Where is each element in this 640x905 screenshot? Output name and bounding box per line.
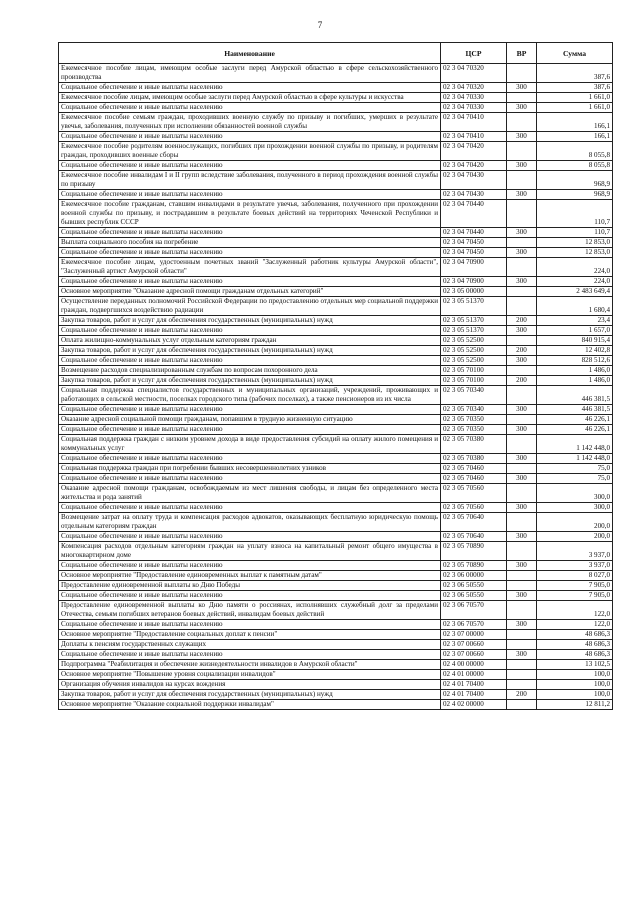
row-vr-cell: 300 [507, 503, 537, 513]
row-name-cell: Закупка товаров, работ и услуг для обеспечения государственных (муниципальных) нужд [59, 376, 441, 386]
row-vr-cell [507, 571, 537, 581]
table-row [59, 680, 613, 690]
header-vr: ВР [507, 43, 537, 64]
row-name-cell: Социальное обеспечение и иные выплаты населению [59, 561, 441, 571]
table-row [59, 474, 613, 484]
row-sum-cell: 1 661,0 [537, 103, 613, 113]
row-name-cell: Закупка товаров, работ и услуг для обеспечения государственных (муниципальных) нужд [59, 690, 441, 700]
row-sum-cell: 446 381,5 [537, 386, 613, 405]
row-name-cell: Основное мероприятие "Повышение уровня социализации инвалидов" [59, 670, 441, 680]
row-csr-cell: 02 3 04 70440 [441, 228, 507, 238]
row-sum-cell: 12 811,2 [537, 700, 613, 710]
row-csr-cell: 02 3 05 70560 [441, 484, 507, 503]
table-row [59, 620, 613, 630]
row-vr-cell: 200 [507, 346, 537, 356]
table-row [59, 83, 613, 93]
table-row [59, 336, 613, 346]
row-vr-cell [507, 700, 537, 710]
row-vr-cell [507, 64, 537, 83]
row-name-cell: Социальное обеспечение и иные выплаты населению [59, 650, 441, 660]
row-name-cell: Оказание адресной помощи гражданам, освобождаемым из мест лишения свободы, и лицам без определенного места жительства и рода занятий [59, 484, 441, 503]
table-row [59, 464, 613, 474]
table-row [59, 103, 613, 113]
table-row [59, 142, 613, 161]
row-vr-cell [507, 287, 537, 297]
row-vr-cell: 300 [507, 591, 537, 601]
row-name-cell: Социальное обеспечение и иные выплаты населению [59, 161, 441, 171]
row-sum-cell: 3 937,0 [537, 542, 613, 561]
table-row [59, 113, 613, 132]
row-vr-cell [507, 464, 537, 474]
table-row [59, 93, 613, 103]
row-vr-cell [507, 113, 537, 132]
row-csr-cell: 02 3 06 70570 [441, 601, 507, 620]
table-row [59, 171, 613, 190]
row-name-cell: Доплаты к пенсиям государственных служащих [59, 640, 441, 650]
row-name-cell: Предоставление единовременной выплаты ко Дню Победы [59, 581, 441, 591]
row-csr-cell: 02 3 04 70900 [441, 258, 507, 277]
header-sum: Сумма [537, 43, 613, 64]
row-sum-cell: 122,0 [537, 601, 613, 620]
row-vr-cell: 300 [507, 228, 537, 238]
row-csr-cell: 02 3 06 50550 [441, 591, 507, 601]
row-csr-cell: 02 3 05 70100 [441, 366, 507, 376]
row-csr-cell: 02 3 05 51370 [441, 316, 507, 326]
table-row [59, 542, 613, 561]
row-sum-cell: 3 937,0 [537, 561, 613, 571]
row-csr-cell: 02 3 07 00660 [441, 650, 507, 660]
row-name-cell: Закупка товаров, работ и услуг для обеспечения государственных (муниципальных) нужд [59, 316, 441, 326]
row-name-cell: Закупка товаров, работ и услуг для обеспечения государственных (муниципальных) нужд [59, 346, 441, 356]
row-csr-cell: 02 3 04 70430 [441, 171, 507, 190]
row-name-cell: Основное мероприятие "Предоставление единовременных выплат к памятным датам" [59, 571, 441, 581]
table-row [59, 287, 613, 297]
row-vr-cell [507, 513, 537, 532]
row-sum-cell: 8 055,8 [537, 161, 613, 171]
table-row [59, 277, 613, 287]
row-name-cell: Выплата социального пособия на погребение [59, 238, 441, 248]
row-csr-cell: 02 3 04 70330 [441, 93, 507, 103]
row-name-cell: Социальное обеспечение и иные выплаты населению [59, 620, 441, 630]
row-vr-cell [507, 171, 537, 190]
row-sum-cell: 968,9 [537, 171, 613, 190]
row-sum-cell: 100,0 [537, 690, 613, 700]
row-csr-cell: 02 3 04 70330 [441, 103, 507, 113]
row-sum-cell: 12 853,0 [537, 248, 613, 258]
row-csr-cell: 02 3 05 70640 [441, 532, 507, 542]
row-name-cell: Социальное обеспечение и иные выплаты населению [59, 356, 441, 366]
row-csr-cell: 02 3 05 70640 [441, 513, 507, 532]
row-name-cell: Ежемесячное пособие родителям военнослужащих, погибших при прохождении военной службы по призыву, и родителям граждан, проходивших военные сборы [59, 142, 441, 161]
table-row [59, 513, 613, 532]
row-vr-cell: 300 [507, 190, 537, 200]
row-csr-cell: 02 3 05 70460 [441, 464, 507, 474]
row-sum-cell: 75,0 [537, 464, 613, 474]
table-row [59, 660, 613, 670]
row-csr-cell: 02 3 05 70340 [441, 405, 507, 415]
row-sum-cell: 828 512,6 [537, 356, 613, 366]
row-vr-cell [507, 670, 537, 680]
row-vr-cell: 300 [507, 405, 537, 415]
row-name-cell: Социальное обеспечение и иные выплаты населению [59, 228, 441, 238]
row-name-cell: Социальное обеспечение и иные выплаты населению [59, 425, 441, 435]
row-vr-cell [507, 542, 537, 561]
row-vr-cell [507, 142, 537, 161]
row-sum-cell: 840 915,4 [537, 336, 613, 346]
row-name-cell: Социальное обеспечение и иные выплаты населению [59, 103, 441, 113]
row-sum-cell: 8 055,8 [537, 142, 613, 161]
row-csr-cell: 02 3 05 00000 [441, 287, 507, 297]
table-row [59, 248, 613, 258]
page-number: 7 [317, 20, 323, 30]
row-csr-cell: 02 3 04 70420 [441, 142, 507, 161]
row-sum-cell: 200,0 [537, 513, 613, 532]
row-vr-cell [507, 660, 537, 670]
table-row [59, 376, 613, 386]
row-csr-cell: 02 3 06 70570 [441, 620, 507, 630]
row-vr-cell: 300 [507, 248, 537, 258]
row-name-cell: Предоставление единовременной выплаты ко Дню памяти о россиянах, исполнявших служебный долг за пределами Отечества, семьям погибших ветеранов боевых действий, инвалидам боевых действий [59, 601, 441, 620]
row-csr-cell: 02 3 04 70410 [441, 113, 507, 132]
row-name-cell: Осуществление переданных полномочий Российской Федерации по предоставлению отдельных мер социальной поддержки граждан, подвергшихся воздействию радиации [59, 297, 441, 316]
row-vr-cell [507, 366, 537, 376]
row-csr-cell: 02 3 07 00660 [441, 640, 507, 650]
row-sum-cell: 1 661,0 [537, 93, 613, 103]
row-sum-cell: 8 027,0 [537, 571, 613, 581]
table-row [59, 690, 613, 700]
row-sum-cell: 48 686,3 [537, 650, 613, 660]
table-row [59, 532, 613, 542]
row-vr-cell [507, 601, 537, 620]
table-row [59, 132, 613, 142]
row-name-cell: Оплата жилищно-коммунальных услуг отдельным категориям граждан [59, 336, 441, 346]
table-row [59, 238, 613, 248]
row-sum-cell: 166,1 [537, 132, 613, 142]
row-sum-cell: 100,0 [537, 680, 613, 690]
table-row [59, 571, 613, 581]
table-row [59, 601, 613, 620]
row-sum-cell: 1 657,0 [537, 326, 613, 336]
row-sum-cell: 7 905,0 [537, 581, 613, 591]
row-name-cell: Основное мероприятие "Оказание социальной поддержки инвалидам" [59, 700, 441, 710]
row-csr-cell: 02 3 05 52500 [441, 336, 507, 346]
row-csr-cell: 02 3 05 70890 [441, 542, 507, 561]
table-row [59, 484, 613, 503]
table-row [59, 415, 613, 425]
row-vr-cell: 300 [507, 326, 537, 336]
row-name-cell: Социальное обеспечение и иные выплаты населению [59, 326, 441, 336]
table-row [59, 435, 613, 454]
row-csr-cell: 02 3 06 00000 [441, 571, 507, 581]
row-vr-cell [507, 640, 537, 650]
row-vr-cell [507, 630, 537, 640]
row-name-cell: Ежемесячное пособие лицам, имеющим особые заслуги перед Амурской областью в сфере культуры и искусства [59, 93, 441, 103]
row-name-cell: Социальная поддержка специалистов государственных и муниципальных организаций, учреждений, проживающих и работающих в сельской местности, поселках городского типа (рабочих поселках), а также пенсионеров из их числа [59, 386, 441, 405]
row-sum-cell: 1 486,0 [537, 366, 613, 376]
row-name-cell: Подпрограмма "Реабилитация и обеспечение жизнедеятельности инвалидов в Амурской области" [59, 660, 441, 670]
row-csr-cell: 02 4 00 00000 [441, 660, 507, 670]
row-csr-cell: 02 4 01 70400 [441, 680, 507, 690]
row-vr-cell: 300 [507, 132, 537, 142]
row-vr-cell: 200 [507, 376, 537, 386]
row-sum-cell: 48 686,3 [537, 640, 613, 650]
row-name-cell: Социальное обеспечение и иные выплаты населению [59, 591, 441, 601]
row-sum-cell: 100,0 [537, 670, 613, 680]
row-vr-cell [507, 336, 537, 346]
row-csr-cell: 02 3 04 70320 [441, 83, 507, 93]
row-vr-cell [507, 435, 537, 454]
row-csr-cell: 02 3 04 70450 [441, 238, 507, 248]
row-vr-cell [507, 297, 537, 316]
row-csr-cell: 02 4 02 00000 [441, 700, 507, 710]
row-vr-cell [507, 680, 537, 690]
row-vr-cell: 300 [507, 356, 537, 366]
row-csr-cell: 02 3 05 70350 [441, 415, 507, 425]
table-row [59, 326, 613, 336]
row-sum-cell: 12 853,0 [537, 238, 613, 248]
row-vr-cell [507, 200, 537, 228]
row-name-cell: Основное мероприятие "Предоставление социальных доплат к пенсии" [59, 630, 441, 640]
row-name-cell: Оказание адресной социальной помощи гражданам, попавшим в трудную жизненную ситуацию [59, 415, 441, 425]
table-row [59, 561, 613, 571]
row-vr-cell: 300 [507, 454, 537, 464]
row-sum-cell: 387,6 [537, 83, 613, 93]
row-name-cell: Социальное обеспечение и иные выплаты населению [59, 503, 441, 513]
row-sum-cell: 75,0 [537, 474, 613, 484]
row-vr-cell: 200 [507, 316, 537, 326]
row-csr-cell: 02 3 04 70450 [441, 248, 507, 258]
row-sum-cell: 300,0 [537, 484, 613, 503]
row-csr-cell: 02 3 07 00000 [441, 630, 507, 640]
row-vr-cell: 300 [507, 561, 537, 571]
table-row [59, 366, 613, 376]
row-csr-cell: 02 3 05 70100 [441, 376, 507, 386]
row-sum-cell: 200,0 [537, 532, 613, 542]
row-sum-cell: 1 680,4 [537, 297, 613, 316]
row-name-cell: Ежемесячное пособие лицам, удостоенным почетных званий "Заслуженный работник культуры Амурской области", "Заслуженный артист Амурской области" [59, 258, 441, 277]
row-vr-cell: 300 [507, 103, 537, 113]
row-name-cell: Ежемесячное пособие инвалидам I и II групп вследствие заболевания, полученного в период прохождения военной службы по призыву [59, 171, 441, 190]
row-name-cell: Ежемесячное пособие лицам, имеющим особые заслуги перед Амурской областью в сфере сельскохозяйственного производства [59, 64, 441, 83]
row-sum-cell: 46 226,1 [537, 425, 613, 435]
row-csr-cell: 02 3 05 70380 [441, 435, 507, 454]
row-sum-cell: 166,1 [537, 113, 613, 132]
row-vr-cell [507, 258, 537, 277]
row-sum-cell: 224,0 [537, 277, 613, 287]
row-csr-cell: 02 3 05 70380 [441, 454, 507, 464]
row-csr-cell: 02 3 05 51370 [441, 297, 507, 316]
row-vr-cell: 300 [507, 650, 537, 660]
table-body [59, 64, 613, 710]
table-row [59, 650, 613, 660]
row-csr-cell: 02 3 05 52500 [441, 356, 507, 366]
row-vr-cell [507, 93, 537, 103]
row-sum-cell: 12 402,8 [537, 346, 613, 356]
row-sum-cell: 2 483 649,4 [537, 287, 613, 297]
header-name: Наименование [59, 43, 441, 64]
row-csr-cell: 02 3 05 70460 [441, 474, 507, 484]
row-csr-cell: 02 4 01 00000 [441, 670, 507, 680]
row-vr-cell: 300 [507, 83, 537, 93]
row-name-cell: Основное мероприятие "Оказание адресной помощи гражданам отдельных категорий" [59, 287, 441, 297]
row-vr-cell: 300 [507, 425, 537, 435]
table-row [59, 386, 613, 405]
row-csr-cell: 02 3 05 52500 [441, 346, 507, 356]
row-vr-cell [507, 415, 537, 425]
table-row [59, 161, 613, 171]
row-csr-cell: 02 3 04 70430 [441, 190, 507, 200]
row-sum-cell: 1 142 448,0 [537, 435, 613, 454]
table-row [59, 405, 613, 415]
row-name-cell: Организация обучения инвалидов на курсах вождения [59, 680, 441, 690]
row-name-cell: Социальное обеспечение и иные выплаты населению [59, 454, 441, 464]
row-name-cell: Социальное обеспечение и иные выплаты населению [59, 405, 441, 415]
row-name-cell: Социальное обеспечение и иные выплаты населению [59, 474, 441, 484]
row-sum-cell: 300,0 [537, 503, 613, 513]
row-vr-cell: 300 [507, 474, 537, 484]
row-sum-cell: 1 142 448,0 [537, 454, 613, 464]
table-row [59, 64, 613, 83]
row-name-cell: Социальное обеспечение и иные выплаты населению [59, 190, 441, 200]
table-row [59, 700, 613, 710]
row-name-cell: Социальная поддержка граждан при погребении бывших несовершеннолетних узников [59, 464, 441, 474]
row-name-cell: Компенсация расходов отдельным категориям граждан на уплату взноса на капитальный ремонт общего имущества в многоквартирном доме [59, 542, 441, 561]
row-name-cell: Ежемесячное пособие семьям граждан, проходивших военную службу по призыву и погибших, умерших в результате увечья, заболевания, полученных при исполнении обязанностей военной службы [59, 113, 441, 132]
table-row [59, 316, 613, 326]
row-sum-cell: 387,6 [537, 64, 613, 83]
row-sum-cell: 224,0 [537, 258, 613, 277]
table-row [59, 228, 613, 238]
row-csr-cell: 02 3 05 70350 [441, 425, 507, 435]
table-row [59, 454, 613, 464]
row-csr-cell: 02 3 05 70560 [441, 503, 507, 513]
table-row [59, 425, 613, 435]
table-row [59, 297, 613, 316]
row-name-cell: Социальное обеспечение и иные выплаты населению [59, 248, 441, 258]
row-name-cell: Возмещение затрат на оплату труда и компенсация расходов адвокатов, оказывающих бесплатную юридическую помощь отдельным категориям граждан [59, 513, 441, 532]
table-row [59, 670, 613, 680]
table-row [59, 640, 613, 650]
row-vr-cell [507, 386, 537, 405]
row-csr-cell: 02 4 01 70400 [441, 690, 507, 700]
row-csr-cell: 02 3 05 70890 [441, 561, 507, 571]
row-sum-cell: 968,9 [537, 190, 613, 200]
row-vr-cell: 300 [507, 532, 537, 542]
row-sum-cell: 446 381,5 [537, 405, 613, 415]
row-csr-cell: 02 3 05 70340 [441, 386, 507, 405]
table-header-row [59, 43, 613, 64]
row-name-cell: Социальное обеспечение и иные выплаты населению [59, 83, 441, 93]
row-name-cell: Социальное обеспечение и иные выплаты населению [59, 532, 441, 542]
row-sum-cell: 110,7 [537, 200, 613, 228]
row-csr-cell: 02 3 04 70900 [441, 277, 507, 287]
row-vr-cell: 300 [507, 161, 537, 171]
row-csr-cell: 02 3 04 70320 [441, 64, 507, 83]
row-sum-cell: 7 905,0 [537, 591, 613, 601]
row-vr-cell: 300 [507, 620, 537, 630]
row-csr-cell: 02 3 04 70420 [441, 161, 507, 171]
row-csr-cell: 02 3 06 50550 [441, 581, 507, 591]
budget-table [58, 42, 613, 710]
row-sum-cell: 1 486,0 [537, 376, 613, 386]
row-name-cell: Возмещение расходов специализированным службам по вопросам похоронного дела [59, 366, 441, 376]
table-row [59, 346, 613, 356]
row-sum-cell: 23,4 [537, 316, 613, 326]
row-name-cell: Социальное обеспечение и иные выплаты населению [59, 277, 441, 287]
table-row [59, 258, 613, 277]
row-sum-cell: 110,7 [537, 228, 613, 238]
row-csr-cell: 02 3 04 70440 [441, 200, 507, 228]
row-vr-cell [507, 484, 537, 503]
row-vr-cell [507, 581, 537, 591]
row-sum-cell: 46 226,1 [537, 415, 613, 425]
row-vr-cell [507, 238, 537, 248]
table-row [59, 591, 613, 601]
table-row [59, 200, 613, 228]
row-csr-cell: 02 3 04 70410 [441, 132, 507, 142]
table-row [59, 356, 613, 366]
row-name-cell: Ежемесячное пособие гражданам, ставшим инвалидами в результате увечья, заболевания, полученного при прохождении военной службы по призыву, и пострадавшим в результате боевых действий на территориях Чеченской Республики и бывших республик СССР [59, 200, 441, 228]
header-csr: ЦСР [441, 43, 507, 64]
table-row [59, 503, 613, 513]
row-sum-cell: 122,0 [537, 620, 613, 630]
row-csr-cell: 02 3 05 51370 [441, 326, 507, 336]
table-row [59, 581, 613, 591]
row-name-cell: Социальная поддержка граждан с низким уровнем дохода в виде предоставления субсидий на оплату жилого помещения и коммунальных услуг [59, 435, 441, 454]
row-vr-cell: 200 [507, 690, 537, 700]
row-name-cell: Социальное обеспечение и иные выплаты населению [59, 132, 441, 142]
table-row [59, 630, 613, 640]
row-vr-cell: 300 [507, 277, 537, 287]
row-sum-cell: 48 686,3 [537, 630, 613, 640]
row-sum-cell: 13 102,5 [537, 660, 613, 670]
table-row [59, 190, 613, 200]
